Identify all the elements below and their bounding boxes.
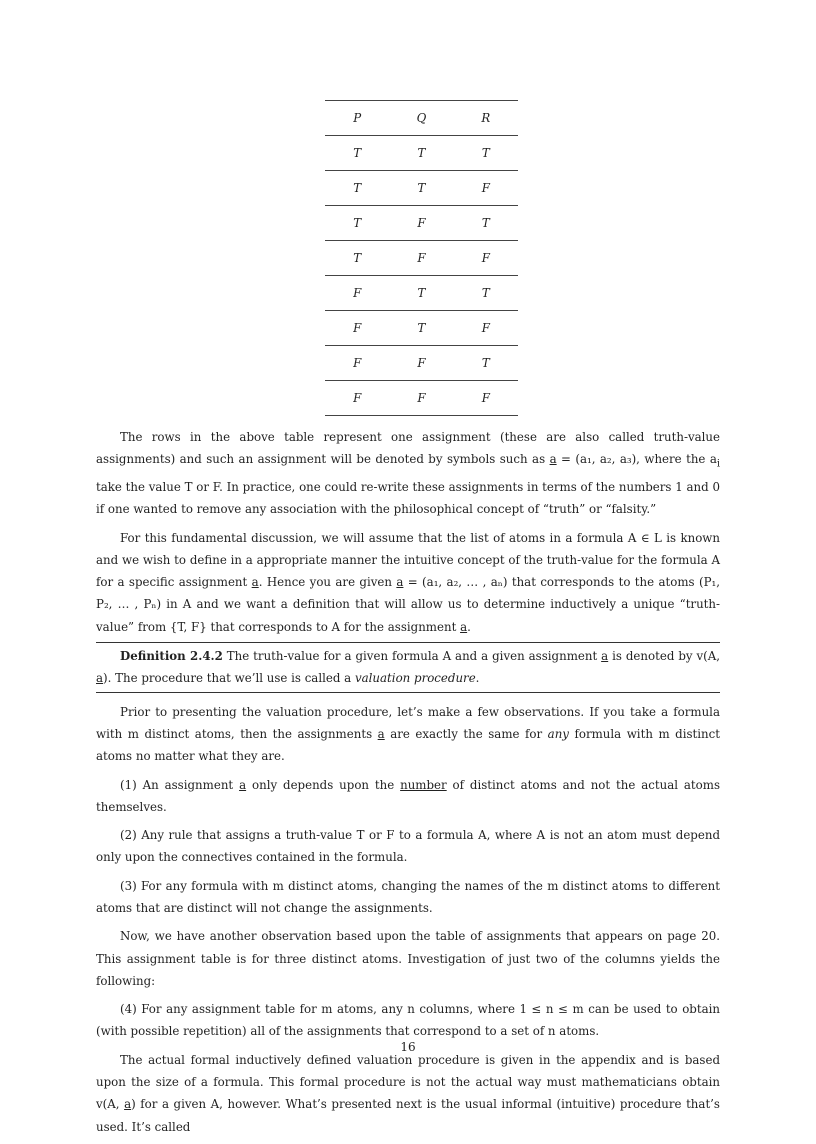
table-cell: F xyxy=(454,311,518,346)
truth-table xyxy=(325,100,518,416)
table-cell: F xyxy=(454,241,518,276)
paragraph-observations-intro: Prior to presenting the valuation procedure, let’s make a few observations. If you take a formula with m distinct atoms, then the assignments a are exactly the same for any formula with m distinct atoms no matter what they are. xyxy=(96,704,720,764)
table-row xyxy=(325,381,518,416)
table-row xyxy=(325,241,518,276)
table-row xyxy=(325,346,518,381)
table-cell: F xyxy=(454,171,518,206)
table-cell: T xyxy=(389,311,453,346)
table-cell: T xyxy=(325,136,389,171)
table-cell: T xyxy=(454,276,518,311)
table-row xyxy=(325,136,518,171)
table-header-row xyxy=(325,101,518,136)
definition-label: Definition 2.4.2 xyxy=(120,649,223,664)
table-row xyxy=(325,171,518,206)
table-cell: T xyxy=(325,241,389,276)
table-cell: F xyxy=(389,381,453,416)
paragraph-assignments: The rows in the above table represent one assignment (these are also called truth-value assignments) and such an assignment will be denoted by symbols such as a = (a₁, a₂, a₃), where the $a_i$ take the value T or F. In practice, one could re-write these assignments in terms of the numbers 1 and 0 if one wanted to remove any association with the philosophical concept of “truth” or “falsity.” xyxy=(96,430,721,517)
header-cell: R xyxy=(454,101,518,136)
table-cell: T xyxy=(325,206,389,241)
table-cell: F xyxy=(325,381,389,416)
table-cell: F xyxy=(389,206,453,241)
table-cell: F xyxy=(325,346,389,381)
table-cell: F xyxy=(389,346,453,381)
table-cell: F xyxy=(389,241,453,276)
table-cell: F xyxy=(325,311,389,346)
observation-1: (1) An assignment a only depends upon the number of distinct atoms and not the actual atoms themselves. xyxy=(96,777,721,814)
definition-text: Definition 2.4.2 The truth-value for a given formula A and a given assignment a is denoted by v(A, a). The procedure that we’ll use is called a valuation procedure. xyxy=(96,649,720,686)
table-row xyxy=(325,311,518,346)
observation-2: (2) Any rule that assigns a truth-value T or F to a formula A, where A is not an atom must depend only upon the connectives contained in the formula. xyxy=(96,828,720,865)
paragraph-fundamental: For this fundamental discussion, we will assume that the list of atoms in a formula A ∈ L is known and we wish to define in a appropriate manner the intuitive concept of the truth-value for the formula A for a specific assignment a. Hence you are given a = (a₁, a₂, … , aₙ) that corresponds to the atoms (P₁, P₂, … , Pₙ) in A and we want a definition that will allow us to determine inductively a unique “truth-value” from {T, F} that corresponds to A for the assignment a. xyxy=(96,530,720,634)
page-number: 16 xyxy=(400,1040,416,1054)
paragraph-another-observation: Now, we have another observation based upon the table of assignments that appears on page 20. This assignment table is for three distinct atoms. Investigation of just two of the columns yields the following: xyxy=(96,929,720,988)
table-cell: F xyxy=(454,381,518,416)
observation-3: (3) For any formula with m distinct atoms, changing the names of the m distinct atoms to different atoms that are distinct will not change the assignments. xyxy=(96,878,720,915)
header-cell: Q xyxy=(389,101,453,136)
table-cell: T xyxy=(325,171,389,206)
observation-4: (4) For any assignment table for m atoms, any n columns, where 1 ≤ n ≤ m can be used to obtain (with possible repetition) all of the assignments that correspond to a set of n atoms. xyxy=(96,1002,720,1039)
table-cell: T xyxy=(389,276,453,311)
table-cell: T xyxy=(389,171,453,206)
body-text xyxy=(96,426,720,1144)
table-row xyxy=(325,206,518,241)
paragraph-formal-procedure: The actual formal inductively defined valuation procedure is given in the appendix and is based upon the size of a formula. This formal procedure is not the actual way must mathematicians obtain v(A, a) for a given A, however. What’s presented next is the usual informal (intuitive) procedure that’s used. It’s called xyxy=(96,1052,720,1134)
table-row xyxy=(325,276,518,311)
table-cell: T xyxy=(454,136,518,171)
table-cell: T xyxy=(454,346,518,381)
table-cell: T xyxy=(389,136,453,171)
table-cell: T xyxy=(454,206,518,241)
definition-box xyxy=(96,642,720,693)
table-cell: F xyxy=(325,276,389,311)
header-cell: P xyxy=(325,101,389,136)
